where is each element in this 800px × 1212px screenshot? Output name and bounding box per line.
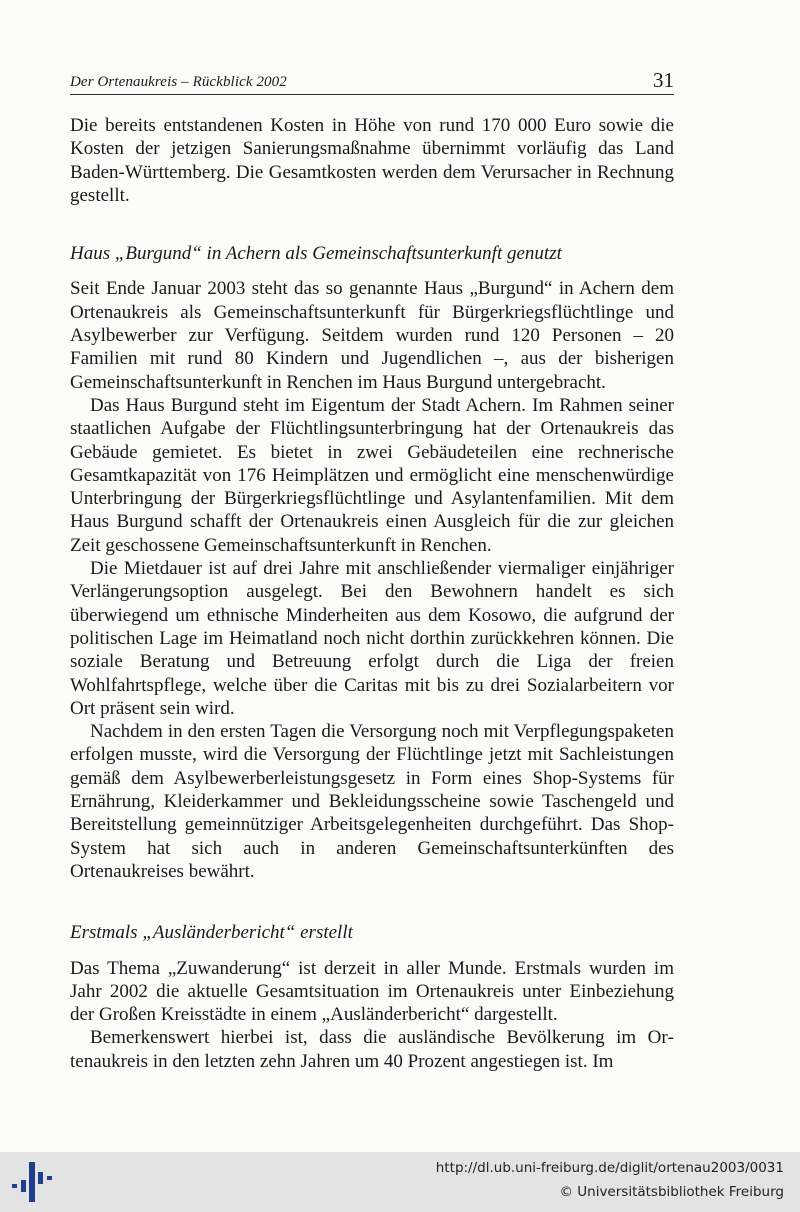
paragraph: Das Thema „Zuwanderung“ ist derzeit in aller Munde. Erstmals wurden im Jahr 2002 die aktuelle Gesamtsituation im Ortenaukreis unter Einbeziehung der Großen Kreisstädte in einem „Ausländerbericht“ dargestellt. bbox=[70, 957, 674, 1026]
paragraph: Das Haus Burgund steht im Eigentum der Stadt Achern. Im Rahmen seiner staatlichen Aufgabe der Flüchtlingsunterbringung hat der Ortenaukreis das Gebäude gemietet. Es bietet in zwei Gebäudeteilen eine rechnerische Gesamtkapazität von 176 Heimplätzen und ermöglicht eine menschenwürdige Unterbringung der Bürgerkriegsflüchtlinge und Asylantenfamilien. Mit dem Haus Burgund schafft der Ortenaukreis einen Ausgleich für die zur gleichen Zeit geschossene Gemeinschaftsunterkunft in Renchen. bbox=[70, 394, 674, 556]
paragraph: Die bereits entstandenen Kosten in Höhe von rund 170 000 Euro sowie die Kosten der jetzigen Sanierungsmaßnahme übernimmt vorläufig das Land Baden-Württemberg. Die Gesamtkosten werden dem Verursacher in Rechnung gestellt. bbox=[70, 115, 674, 206]
page-number: 31 bbox=[653, 68, 674, 92]
viewer-footer bbox=[0, 1152, 800, 1212]
source-url-link[interactable]: http://dl.ub.uni-freiburg.de/diglit/ortenau2003/0031 bbox=[435, 1160, 784, 1176]
copyright-notice: © Universitätsbibliothek Freiburg bbox=[559, 1184, 784, 1200]
section-heading: Erstmals „Ausländerbericht“ erstellt bbox=[70, 922, 353, 944]
section-heading: Haus „Burgund“ in Achern als Gemeinschaftsunterkunft genutzt bbox=[70, 243, 562, 265]
paragraph: Die Mietdauer ist auf drei Jahre mit anschließender viermaliger einjähriger Verlängerungsoption ausgelegt. Bei den Bewohnern handelt es sich überwiegend um ethnische Minderheiten aus dem Kosowo, die aufgrund der politischen Lage im Heimatland noch nicht dorthin zurückkehren können. Die soziale Beratung und Betreuung erfolgt durch die Liga der freien Wohlfahrtspflege, welche über die Caritas mit bis zu drei Sozialarbeitern vor Ort präsent sein wird. bbox=[70, 558, 674, 719]
paragraph: Bemerkenswert hierbei ist, dass die ausländische Bevölkerung im Ortenaukreis in den letzten zehn Jahren um 40 Prozent angestiegen ist. Im bbox=[70, 1027, 674, 1072]
paragraph: Seit Ende Januar 2003 steht das so genannte Haus „Burgund“ in Achern dem Ortenaukreis als Gemeinschaftsunterkunft für Bürgerkriegsflüchtlinge und Asylbewerber zur Verfügung. Seitdem wurden rund 120 Personen – 20 Familien mit rund 80 Kindern und Jugendlichen –, aus der bisherigen Gemeinschaftsunterkunft in Renchen im Haus Burgund untergebracht. bbox=[70, 278, 674, 393]
running-header bbox=[70, 66, 674, 95]
ub-freiburg-logo-icon bbox=[10, 1158, 54, 1206]
paragraph: Nachdem in den ersten Tagen die Versorgung noch mit Verpflegungspaketen erfolgen musste, wird die Versorgung der Flüchtlinge jetzt mit Sachleistungen gemäß dem Asylbewerberleistungsgesetz in Form eines Shop-Systems für Ernährung, Kleiderkammer und Bekleidungsscheine sowie Taschengeld und Bereitstellung gemeinnütziger Arbeitsgelegenheiten durchgeführt. Das Shop-System hat sich auch in anderen Gemeinschaftsunterkünften des Ortenaukreises bewährt. bbox=[70, 721, 674, 882]
running-header-title: Der Ortenaukreis – Rückblick 2002 bbox=[70, 74, 287, 90]
page-body bbox=[70, 114, 674, 1073]
